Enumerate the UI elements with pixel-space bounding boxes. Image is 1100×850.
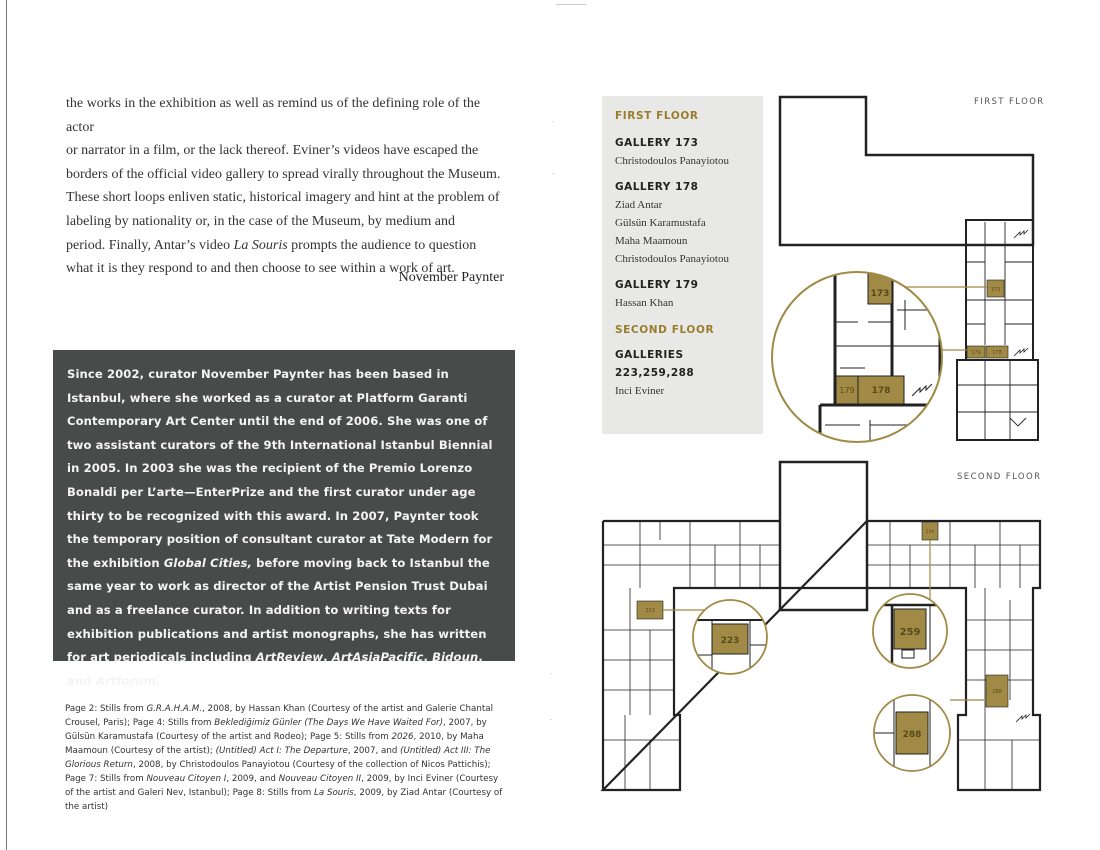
artist-name: Christodoulos Panayiotou [615, 253, 729, 265]
gallery-heading: GALLERY 173 [615, 137, 699, 149]
credits-title: (Untitled) Act III: The Glorious Return [65, 746, 491, 770]
zoom-gallery-288-label: 288 [902, 730, 922, 740]
second-floor-outline [603, 521, 1040, 790]
gallery-heading: GALLERIES [615, 349, 684, 361]
credits-title: G.R.A.H.A.M. [146, 704, 203, 714]
zoom-gallery-259-label: 259 [899, 627, 921, 638]
bio-text-segment: Since 2002, curator November Paynter has been based in Istanbul, where she worked as a curator at Platform Garanti Contemporary Art Center until the end of 2006. She was one of two assistant curators of the 9th International Istanbul Biennial in 2005. In 2003 she was the recipient of the Premio Lorenzo Bonaldi per L’arte—EnterPrize and the first curator under age thirty to be recognized with this award. In 2007, Paynter took the temporary position of consultant curator at Tate Modern for the exhibition [67, 367, 493, 570]
bio-title-segment: ArtAsiaPacific [331, 650, 424, 665]
second-floor-interior-walls [603, 521, 1040, 790]
artist-name: Christodoulos Panayiotou [615, 155, 729, 167]
zoom-gallery-223-label: 223 [720, 636, 740, 646]
essay-line: borders of the official video gallery to spread virally throughout the Museum. [66, 166, 501, 182]
bio-text-segment: , and [67, 650, 483, 688]
zoom-gallery-173-label: 173 [870, 289, 890, 299]
zoom-gallery-179-label: 179 [839, 386, 855, 395]
first-floor-interior-walls [957, 222, 1038, 440]
stair-icon [1014, 230, 1028, 238]
first-floor-zoom-callout [772, 270, 945, 445]
bio-text-segment: , [323, 650, 332, 665]
first-floor-plan-title: FIRST FLOOR [974, 97, 1045, 107]
gallery-288-label: 288 [992, 689, 1002, 695]
gutter-dot: · [552, 170, 555, 178]
artist-name: Ziad Antar [615, 199, 663, 211]
gallery-223-label: 223 [645, 608, 655, 614]
gutter-dot: · [550, 670, 553, 678]
stair-icon [1016, 714, 1030, 722]
essay-work-title: La Souris [233, 237, 288, 253]
gutter-dot: · [550, 716, 553, 724]
credits-title: La Souris [314, 788, 354, 798]
credits-segment: , 2009, by Inci Eviner (Courtesy of the artist and Galeri Nev, Istanbul); Page 8: Stills from [65, 774, 499, 798]
credits-title: Nouveau Citoyen II [278, 774, 362, 784]
second-floor-plan-title: SECOND FLOOR [957, 472, 1042, 482]
essay-text: prompts the audience to question [287, 237, 477, 253]
essay-line: the works in the exhibition as well as remind us of the defining role of the actor [66, 96, 481, 135]
zoom-gallery-178-label: 178 [871, 386, 891, 396]
essay-line: or narrator in a film, or the lack thereof. Eviner’s videos have escaped the [66, 143, 479, 159]
credits-title: Nouveau Citoyen I [146, 774, 227, 784]
bio-title-segment: Artforum [95, 673, 156, 688]
stair-icon [1014, 348, 1028, 356]
artist-name: Maha Maamoun [615, 235, 688, 247]
bio-text-segment: . [155, 673, 161, 688]
second-floor-plan [603, 462, 1040, 790]
essay-line: These short loops enliven static, historical imagery and hint at the problem of [66, 190, 500, 206]
gallery-179-label: 179 [971, 350, 981, 356]
credits-segment: , 2009, and [226, 774, 279, 784]
directory-first-floor-heading: FIRST FLOOR [615, 110, 699, 122]
gallery-heading: GALLERY 178 [615, 181, 699, 193]
credits-segment: , 2009, by Ziad Antar (Courtesy of the artist) [65, 788, 503, 812]
bio-title-segment: Bidoun [432, 650, 479, 665]
essay-author: November Paynter [398, 270, 504, 285]
credits-title: (Untitled) Act I: The Departure [215, 746, 348, 756]
credits-segment: , 2008, by Hassan Khan (Courtesy of the artist and Galerie Chantal Crousel, Paris); Page 4: Stills from [65, 704, 494, 728]
credits-segment: Page 2: Stills from [65, 704, 147, 714]
essay-line: labeling by nationality or, in the case of the Museum, by medium and [66, 213, 456, 229]
gallery-178-label: 178 [992, 350, 1002, 356]
bio-text-segment: before moving back to Istanbul the same year to work as director of the Artist Pension Trust Dubai and as a freelance curator. In addition to writing texts for exhibition publications and artist monographs, she has written for art periodicals including [67, 555, 490, 665]
artist-name: Hassan Khan [615, 297, 674, 309]
credits-title: Beklediğimiz Günler (The Days We Have Waited For) [214, 718, 443, 728]
artist-name: Inci Eviner [615, 385, 665, 397]
essay-text: period. Finally, Antar’s video [66, 237, 234, 253]
gallery-259-label: 259 [925, 530, 935, 535]
gallery-173-label: 173 [990, 287, 1001, 293]
credits-title: 2026 [391, 732, 414, 742]
directory-second-floor-heading: SECOND FLOOR [615, 324, 715, 336]
bio-title-segment: Global Cities, [163, 555, 252, 570]
gutter-dot: · [552, 118, 555, 126]
credits-segment: , 2007, and [347, 746, 401, 756]
credits-segment: , 2008, by Christodoulos Panayiotou (Courtesy of the collection of Nicos Pattichis); Page 7: Stills from [65, 760, 491, 784]
first-floor-southeast-block [957, 360, 1038, 440]
credits-segment: , 2010, by Maha Maamoun (Courtesy of the artist); [65, 732, 484, 756]
gallery-heading: GALLERY 179 [615, 279, 699, 291]
first-floor-upper-wing [780, 97, 1033, 245]
bio-text-segment: , [423, 650, 433, 665]
gallery-heading: 223,259,288 [615, 367, 695, 379]
artist-name: Gülsün Karamustafa [615, 217, 706, 229]
bio-title-segment: ArtReview [255, 650, 324, 665]
essay-line: what it is they respond to and then choose to see within a work of art. [66, 261, 455, 277]
credits-segment: , 2007, by Gülsün Karamustafa (Courtesy of the artist and Rodeo); Page 5: Stills from [65, 718, 487, 742]
